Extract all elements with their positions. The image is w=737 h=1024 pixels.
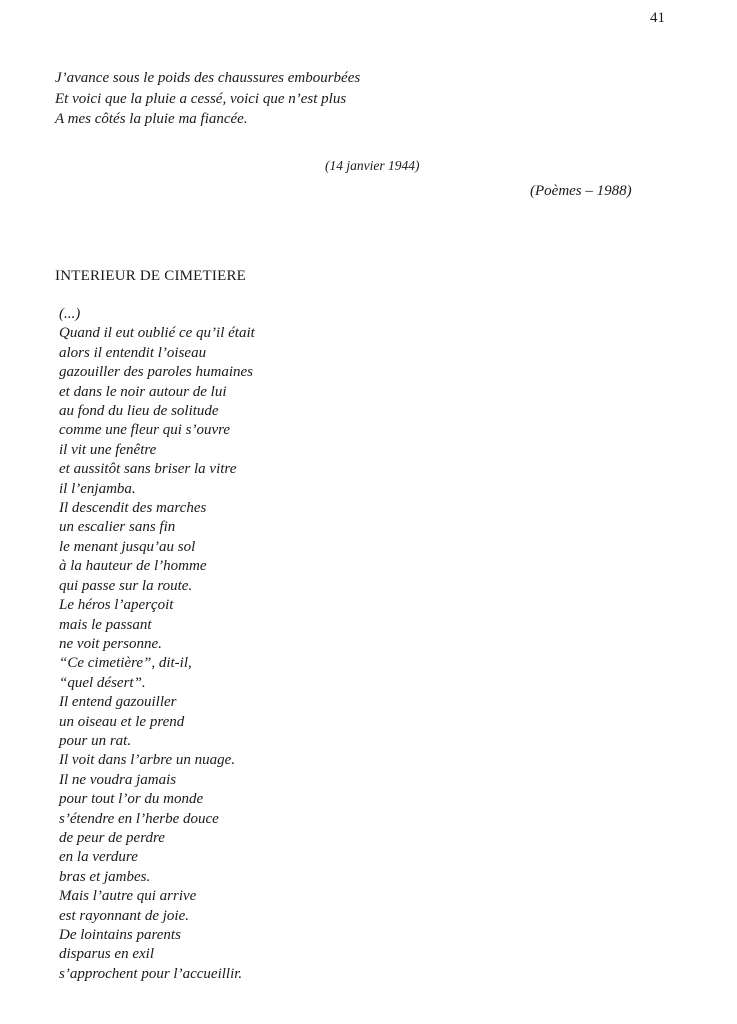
stanza-line: Et voici que la pluie a cessé, voici que n’est plus bbox=[55, 90, 347, 107]
poem-source: (Poèmes – 1988) bbox=[530, 183, 632, 199]
poem-line: comme une fleur qui s’ouvre bbox=[59, 422, 231, 439]
poem-line: de peur de perdre bbox=[59, 829, 165, 846]
page-number: 41 bbox=[650, 10, 665, 26]
poem-body bbox=[59, 305, 255, 984]
top-stanza bbox=[55, 68, 360, 130]
poem-line: à la hauteur de l’homme bbox=[59, 558, 207, 575]
poem-line: (...) bbox=[59, 306, 81, 322]
poem-line: pour tout l’or du monde bbox=[59, 791, 204, 808]
poem-line: Mais l’autre qui arrive bbox=[59, 888, 197, 905]
poem-line: s’étendre en l’herbe douce bbox=[59, 810, 219, 827]
poem-line: Le héros l’aperçoit bbox=[59, 597, 174, 614]
stanza-line: J’avance sous le poids des chaussures embourbées bbox=[55, 70, 361, 86]
poem-date: (14 janvier 1944) bbox=[325, 158, 420, 173]
poem-line: un escalier sans fin bbox=[59, 519, 176, 536]
poem-line: en la verdure bbox=[59, 849, 138, 866]
poem-line: Il descendit des marches bbox=[59, 500, 207, 517]
poem-line: au fond du lieu de solitude bbox=[59, 403, 219, 420]
poem-line: le menant jusqu’au sol bbox=[59, 538, 196, 555]
section-title: INTERIEUR DE CIMETIERE bbox=[55, 268, 247, 284]
poem-line: est rayonnant de joie. bbox=[59, 907, 189, 924]
poem-line: et aussitôt sans briser la vitre bbox=[59, 461, 237, 478]
poem-line: Il voit dans l’arbre un nuage. bbox=[59, 752, 236, 769]
poem-line: un oiseau et le prend bbox=[59, 713, 185, 730]
poem-line: “quel désert”. bbox=[59, 674, 146, 691]
poem-line: bras et jambes. bbox=[59, 868, 151, 885]
poem-line: “Ce cimetière”, dit-il, bbox=[59, 655, 192, 672]
poem-line: mais le passant bbox=[59, 616, 152, 633]
poem-line: il l’enjamba. bbox=[59, 480, 136, 497]
poem-line: disparus en exil bbox=[59, 946, 154, 963]
poem-line: il vit une fenêtre bbox=[59, 441, 157, 458]
poem-line: Il entend gazouiller bbox=[59, 694, 177, 711]
poem-line: Quand il eut oublié ce qu’il était bbox=[59, 325, 255, 342]
poem-line: Il ne voudra jamais bbox=[59, 771, 177, 788]
poem-line: alors il entendit l’oiseau bbox=[59, 344, 207, 361]
poem-line: pour un rat. bbox=[59, 732, 132, 749]
poem-line: De lointains parents bbox=[59, 927, 181, 943]
poem-line: et dans le noir autour de lui bbox=[59, 383, 227, 400]
poem-line: gazouiller des paroles humaines bbox=[59, 364, 254, 381]
stanza-line: A mes côtés la pluie ma fiancée. bbox=[55, 111, 248, 127]
poem-line: qui passe sur la route. bbox=[59, 577, 193, 594]
poem-line: s’approchent pour l’accueillir. bbox=[59, 965, 243, 982]
poem-line: ne voit personne. bbox=[59, 635, 162, 652]
